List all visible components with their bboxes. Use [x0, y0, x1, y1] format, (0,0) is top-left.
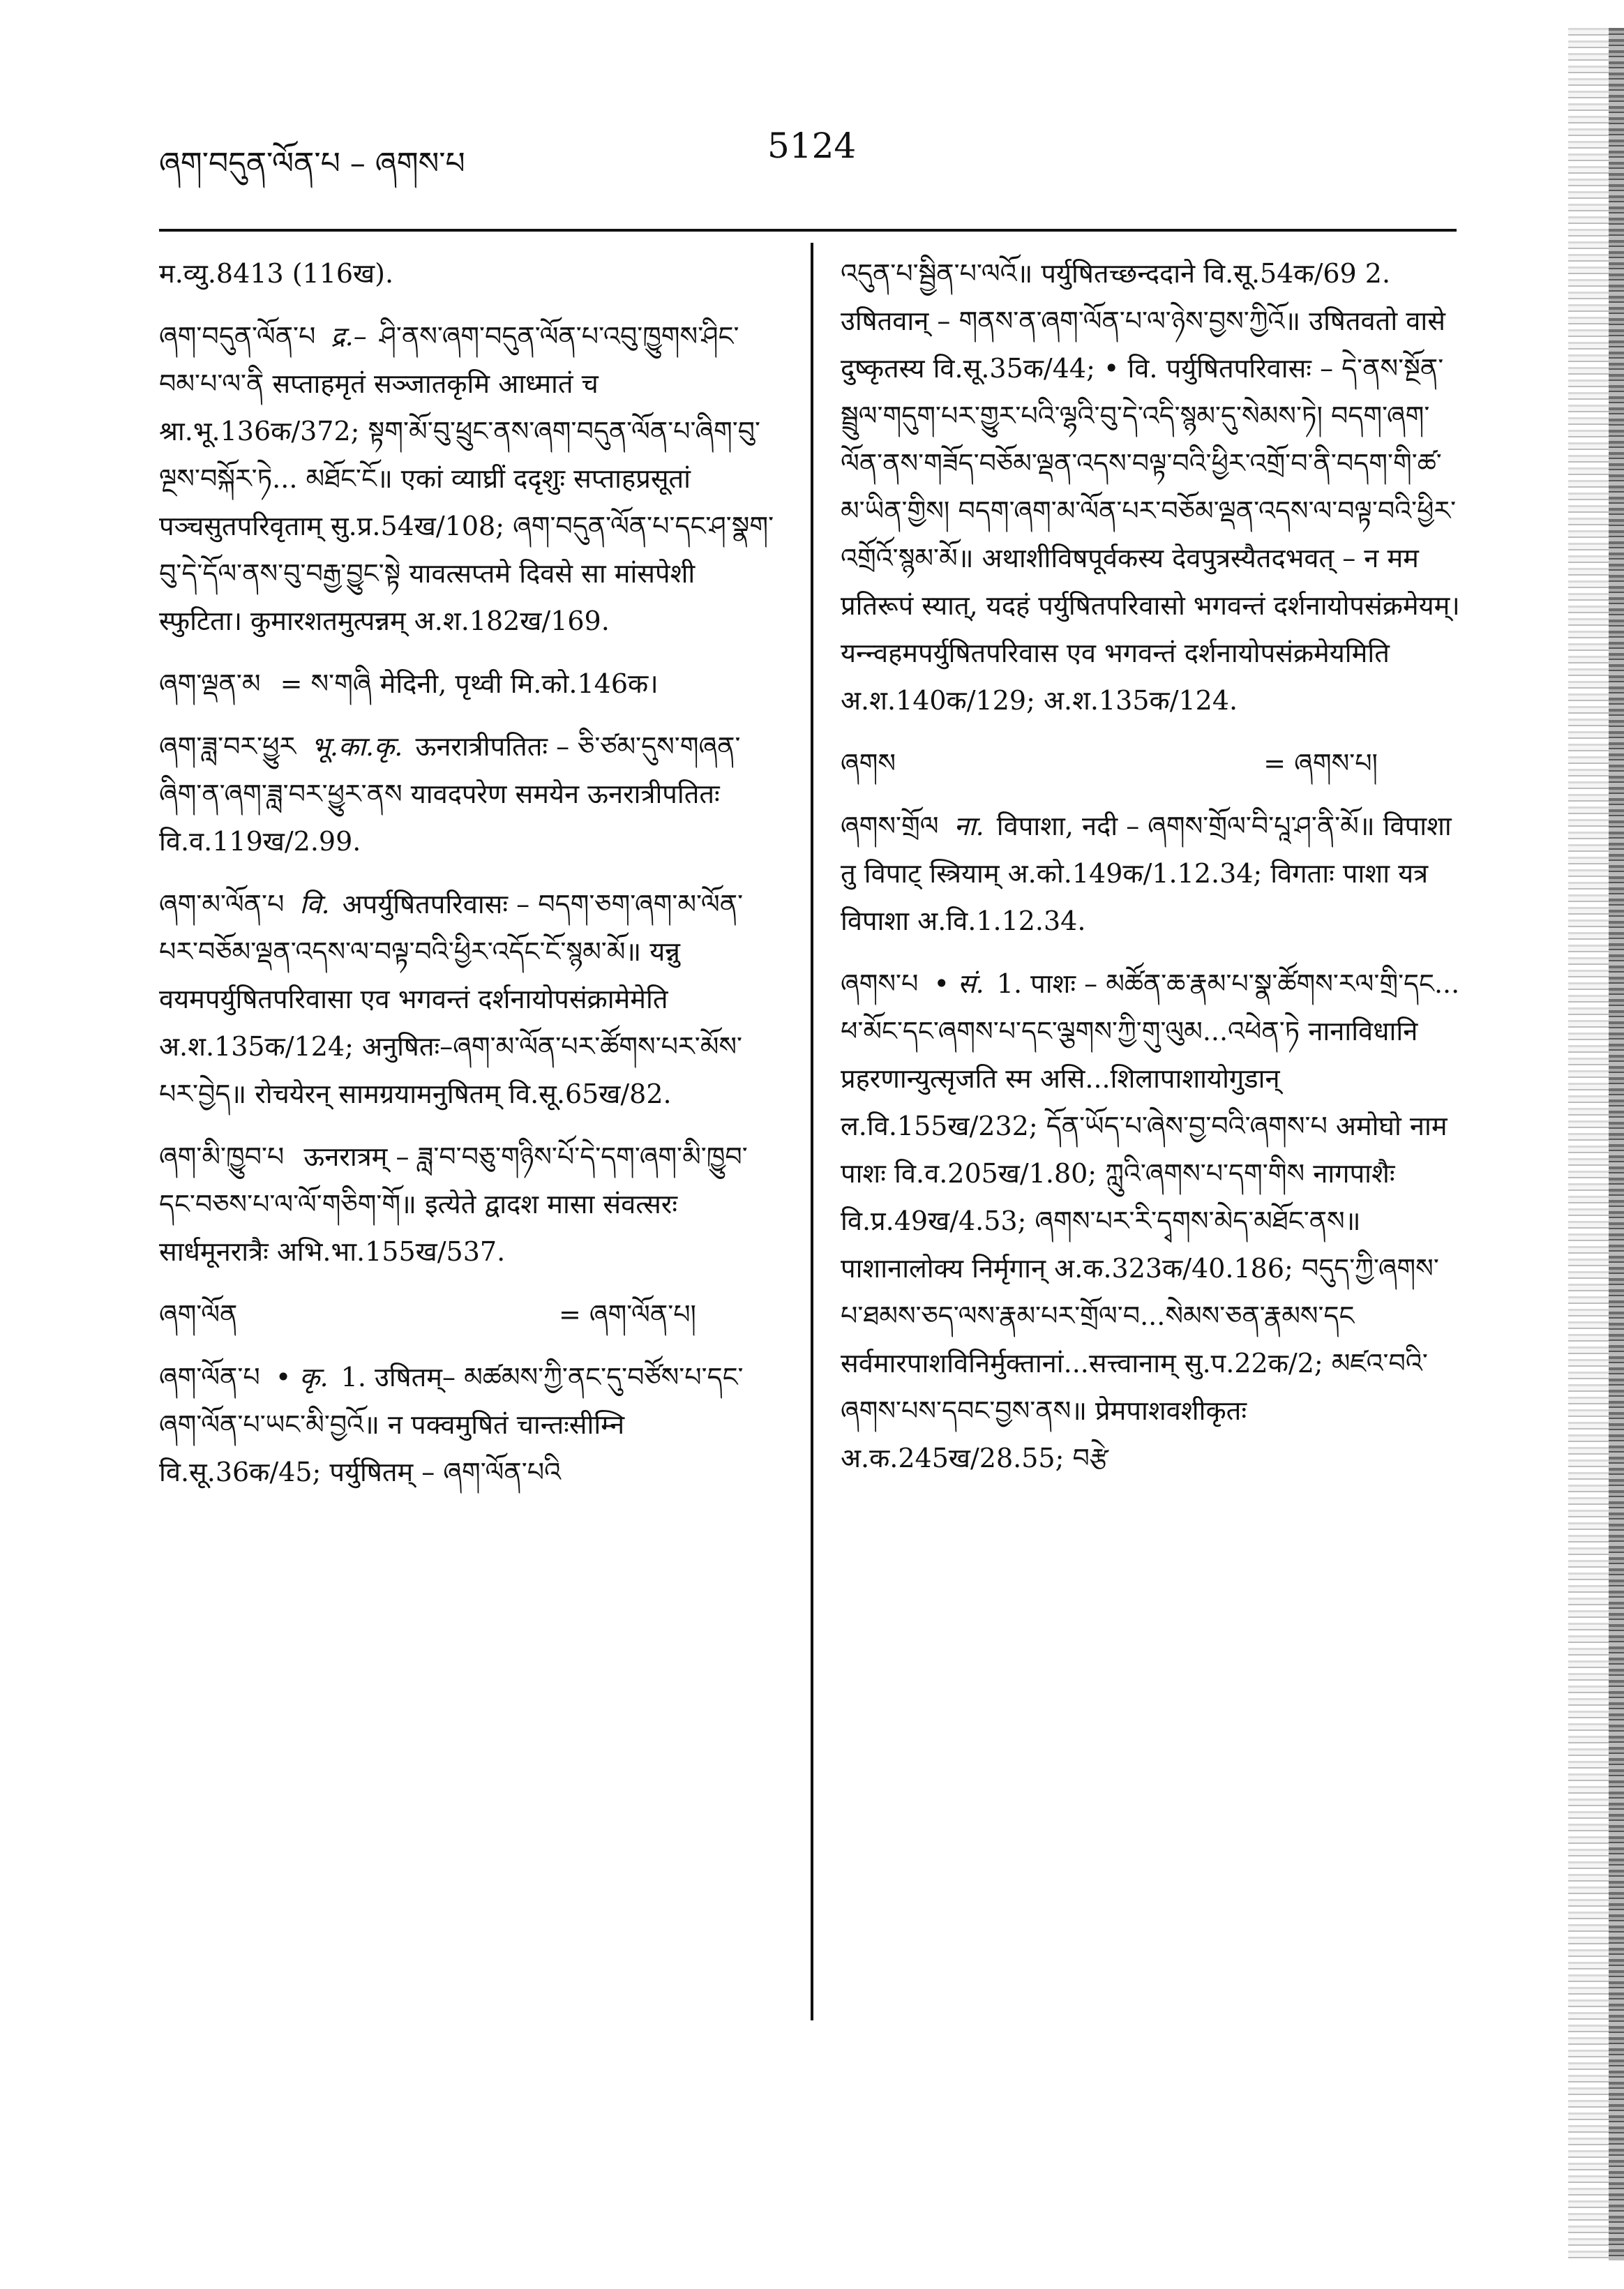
dictionary-entry — [159, 1133, 780, 1275]
entry-body: 1. उषितम्– མཚམས་ཀྱི་ནང་དུ་བཙོས་པ་དང་ཞག་ལོན་པ་ཡང་མི་བྱའོ॥ न पक्वमुषितं चान्तःसीम्नि वि.सू.36क/45; पर्युषितम् – ཞག་ལོན་པའི — [159, 1362, 744, 1487]
entry-headword: ཞགས་པ — [841, 968, 919, 999]
entry-headword: ཞག་ལོན — [159, 1299, 238, 1330]
cross-reference-entry — [159, 1291, 780, 1338]
dictionary-entry — [159, 1353, 780, 1496]
entry-headword: ཞག་ཟླ་བར་ཕྱུར — [159, 731, 296, 762]
dictionary-entry — [159, 660, 780, 707]
scanned-page-edge — [1568, 28, 1624, 2260]
entry-headword: ཞག་མི་ཁྱུབ་པ — [159, 1141, 285, 1172]
cross-reference-entry — [841, 740, 1461, 787]
right-column — [841, 250, 1461, 1497]
entry-body: = ཞག་ལོན་པ། — [558, 1299, 696, 1330]
dictionary-entry — [159, 880, 780, 1118]
entry-headword: ཞག་བདུན་ལོན་པ — [159, 321, 316, 352]
entry-body: अपर्युषितपरिवासः – བདག་ཅག་ཞག་མ་ལོན་པར་བཅོམ་ལྡན་འདས་ལ་བལྟ་བའི་ཕྱིར་འདོང་ངོ་སྙམ་མོ॥ यन्नु वयमपर्युषितपरिवासा एव भगवन्तं दर्शनायोपसंक्रामेमेति अ.श.135क/124; अनुषितः–ཞག་མ་ལོན་པར་ཚོགས་པར་མོས་པར་བྱེད॥ रोचयेरन् सामग्रयामनुषितम् वि.सू.65ख/82. — [159, 889, 744, 1109]
entry-body: = ས་གཞི मेदिनी, पृथ्वी मि.को.146क। — [280, 668, 659, 699]
entry-grammar-label: • कृ. — [275, 1362, 329, 1393]
entry-headword: ཞག་མ་ལོན་པ — [159, 889, 285, 920]
continuation-text: འདུན་པ་སྦྱིན་པ་ལའོ॥ पर्युषितच्छन्ददाने वि.सू.54क/69 2. उषितवान् – གནས་ན་ཞག་ལོན་པ་ལ་ཉེས་བྱས་ཀྱིའོ॥ उषितवतो वासे दुष्कृतस्य वि.सू.35क/44; • वि. पर्युषितपरिवासः – དེ་ནས་སྔོན་སྦྲུལ་གདུག་པར་གྱུར་པའི་ལྷའི་བུ་དེ་འདི་སྙམ་དུ་སེམས་ཏེ། བདག་ཞག་ལོན་ནས་གཟོད་བཅོམ་ལྡན་འདས་བལྟ་བའི་ཕྱིར་འགྲོ་བ་ནི་བདག་གི་ཚ་མ་ཡིན་གྱིས། བདག་ཞག་མ་ལོན་པར་བཅོམ་ལྡན་འདས་ལ་བལྟ་བའི་ཕྱིར་འགྲོའོ་སྙམ་མོ॥ अथाशीविषपूर्वकस्य देवपुत्रस्यैतदभवत् – न मम प्रतिरूपं स्यात्, यदहं पर्युषितपरिवासो भगवन्तं दर्शनायोपसंक्रमेयम्। यन्न्वहमपर्युषितपरिवास एव भगवन्तं दर्शनायोपसंक्रमेयमिति अ.श.140क/129; अ.श.135क/124. — [841, 258, 1460, 716]
entry-body: 1. पाशः – མཚོན་ཆ་རྣམ་པ་སྣ་ཚོགས་རལ་གྲི་དང... ཕ་མོང་དང་ཞགས་པ་དང་ལྕགས་ཀྱི་གུ་ལུམ...འཕེན་ཏེ नानाविधानि प्रहरणान्युत्सृजति स्म असि...शिलापाशायोगुडान् ल.वि.155ख/232; དོན་ཡོད་པ་ཞེས་བྱ་བའི་ཞགས་པ अमोघो नाम पाशः वि.व.205ख/1.80; ཀླུའི་ཞགས་པ་དག་གིས नागपाशैः वि.प्र.49ख/4.53; ཞགས་པར་རི་དྭགས་མེད་མཐོང་ནས॥ पाशानालोक्य निर्मृगान् अ.क.323क/40.186; བདུད་ཀྱི་ཞགས་པ་ཐམས་ཅད་ལས་རྣམ་པར་གྲོལ་བ...སེམས་ཅན་རྣམས་དང सर्वमारपाशविनिर्मुक्तानां...सत्त्वानाम् सु.प.22क/2; མཛའ་བའི་ཞགས་པས་དབང་བྱས་ནས॥ प्रेमपाशवशीकृतः अ.क.245ख/28.55; བརྩེ — [841, 968, 1460, 1473]
left-column — [159, 250, 780, 1511]
entry-body: = ཞགས་པ། — [1263, 748, 1378, 779]
entry-headword: ཞག་ལྡན་མ — [159, 668, 261, 699]
page-number: 5124 — [767, 126, 857, 166]
entry-body: ऊनरात्रीपतितः – ཅི་ཙམ་དུས་གཞན་ཞིག་ན་ཞག་ཟླ་བར་ཕྱུར་ནས यावदपरेण समयेन ऊनरात्रीपतितः वि.व.119ख/2.99. — [159, 731, 741, 857]
entry-headword: ཞགས — [841, 748, 896, 779]
column-divider — [811, 243, 813, 2020]
entry-headword: ཞགས་གྲོལ — [841, 811, 939, 841]
dictionary-entry — [841, 802, 1461, 945]
entry-headword: ཞག་ལོན་པ — [159, 1362, 260, 1393]
entry-body: ཤི་ནས་ཞག་བདུན་ལོན་པ་འབུ་ཁྱུགས་ཤིང་བམ་པ་ལ་ནི सप्ताहमृतं सञ्जातकृमि आध्मातं च श्रा.भू.136क/372; སྟག་མོ་བུ་ཕྲུང་ནས་ཞག་བདུན་ལོན་པ་ཞིག་བུ་ལྔས་བསྐོར་ཏེ... མཐོང་ངོ॥ एकां व्याघ्रीं ददृशुः सप्ताहप्रसूतां पञ्चसुतपरिवृताम् सु.प्र.54ख/108; ཞག་བདུན་ལོན་པ་དང་ཤ་སྣག་བུ་དེ་དོལ་ནས་བུ་བརྒྱ་བྱུང་སྟེ यावत्सप्तमे दिवसे सा मांसपेशी स्फुटिता। कुमारशतमुत्पन्नम् अ.श.182ख/169. — [159, 321, 774, 636]
running-head: ཞག་བདུན་ལོན་པ – ཞགས་པ — [159, 146, 465, 181]
continuation-text: म.व्यु.8413 (116ख). — [159, 258, 394, 289]
entry-body: विपाशा, नदी – ཞགས་གྲོལ་བི་པཱ་ཤ་ནི་མོ॥ विपाशा तु विपाट् स्त्रियाम् अ.को.149क/1.12.34; विगताः पाशा यत्र विपाशा अ.वि.1.12.34. — [841, 811, 1452, 936]
entry-grammar-label: द्र.– — [331, 321, 367, 352]
entry-grammar-label: वि. — [299, 889, 330, 920]
dictionary-entry — [841, 960, 1461, 1482]
entry-grammar-label: • सं. — [933, 968, 984, 999]
header-rule — [159, 229, 1457, 232]
entry-body: ऊनरात्रम् – ཟླ་བ་བཅུ་གཉིས་པོ་དེ་དག་ཞག་མི་ཁྱུབ་དང་བཅས་པ་ལ་ལོ་གཅིག་གོ॥ इत्येते द्वादश मासा संवत्सरः सार्धमूनरात्रैः अभि.भा.155ख/537. — [159, 1141, 748, 1267]
dictionary-entry — [159, 313, 780, 645]
entry-grammar-label: ना. — [954, 811, 984, 841]
dictionary-entry — [159, 723, 780, 865]
entry-grammar-label: भू.का.कृ. — [311, 731, 403, 762]
